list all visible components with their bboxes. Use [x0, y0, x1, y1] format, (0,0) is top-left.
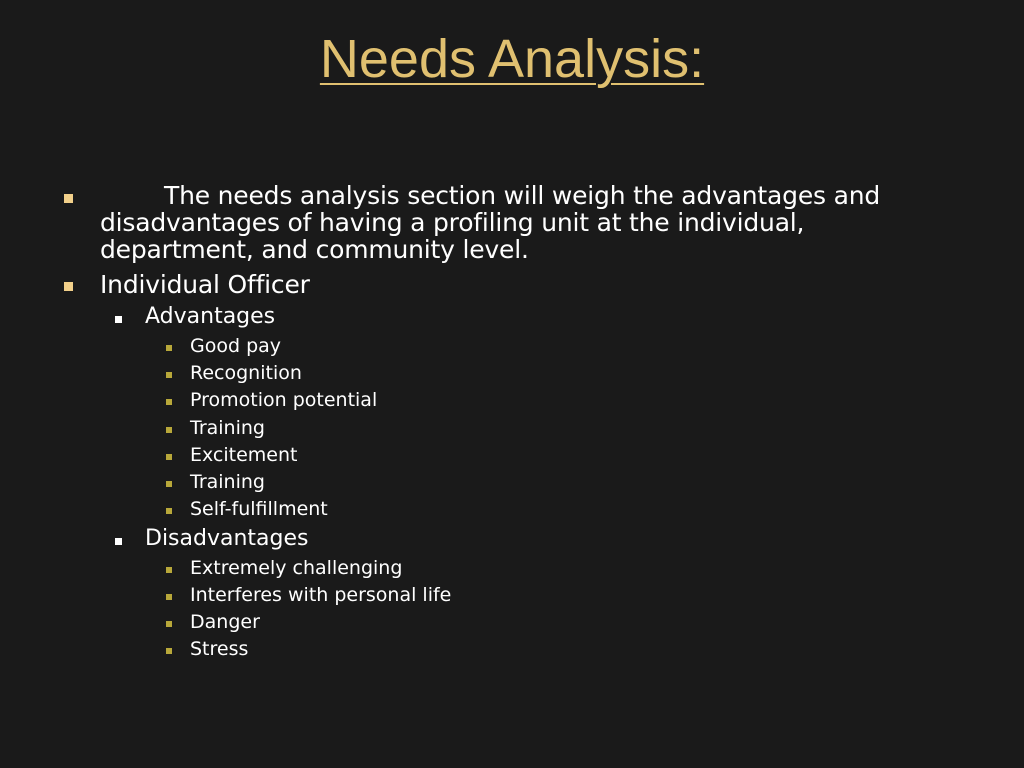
list-item: Promotion potential	[190, 389, 378, 411]
list-item: Excitement	[190, 444, 298, 466]
bullet-marker	[64, 194, 73, 203]
slide-title: Needs Analysis:	[319, 29, 705, 89]
section-heading: Individual Officer	[100, 270, 310, 299]
list-item: Stress	[190, 638, 249, 660]
bullet-marker	[166, 594, 172, 600]
bullet-marker	[166, 648, 172, 654]
list-item: Training	[190, 417, 265, 439]
bullet-marker	[166, 567, 172, 573]
bullet-marker	[115, 538, 122, 545]
intro-paragraph: The needs analysis section will weigh the advantages and disadvantages of having a profiling unit at the individual, department, and community level.	[100, 181, 881, 264]
bullet-marker	[115, 316, 122, 323]
bullet-marker	[166, 345, 172, 351]
bullet-marker	[166, 399, 172, 405]
disadvantages-heading: Disadvantages	[145, 526, 309, 551]
list-item: Good pay	[190, 335, 282, 357]
bullet-marker	[166, 372, 172, 378]
list-item: Danger	[190, 611, 260, 633]
list-item: Extremely challenging	[190, 557, 403, 579]
bullet-marker	[166, 481, 172, 487]
bullet-marker	[166, 454, 172, 460]
list-item: Training	[190, 471, 265, 493]
bullet-marker	[166, 508, 172, 514]
list-item: Recognition	[190, 362, 302, 384]
bullet-marker	[166, 621, 172, 627]
bullet-marker	[64, 282, 73, 291]
advantages-heading: Advantages	[145, 304, 276, 329]
list-item: Self-fulfillment	[190, 498, 328, 520]
list-item: Interferes with personal life	[190, 584, 452, 606]
bullet-marker	[166, 427, 172, 433]
